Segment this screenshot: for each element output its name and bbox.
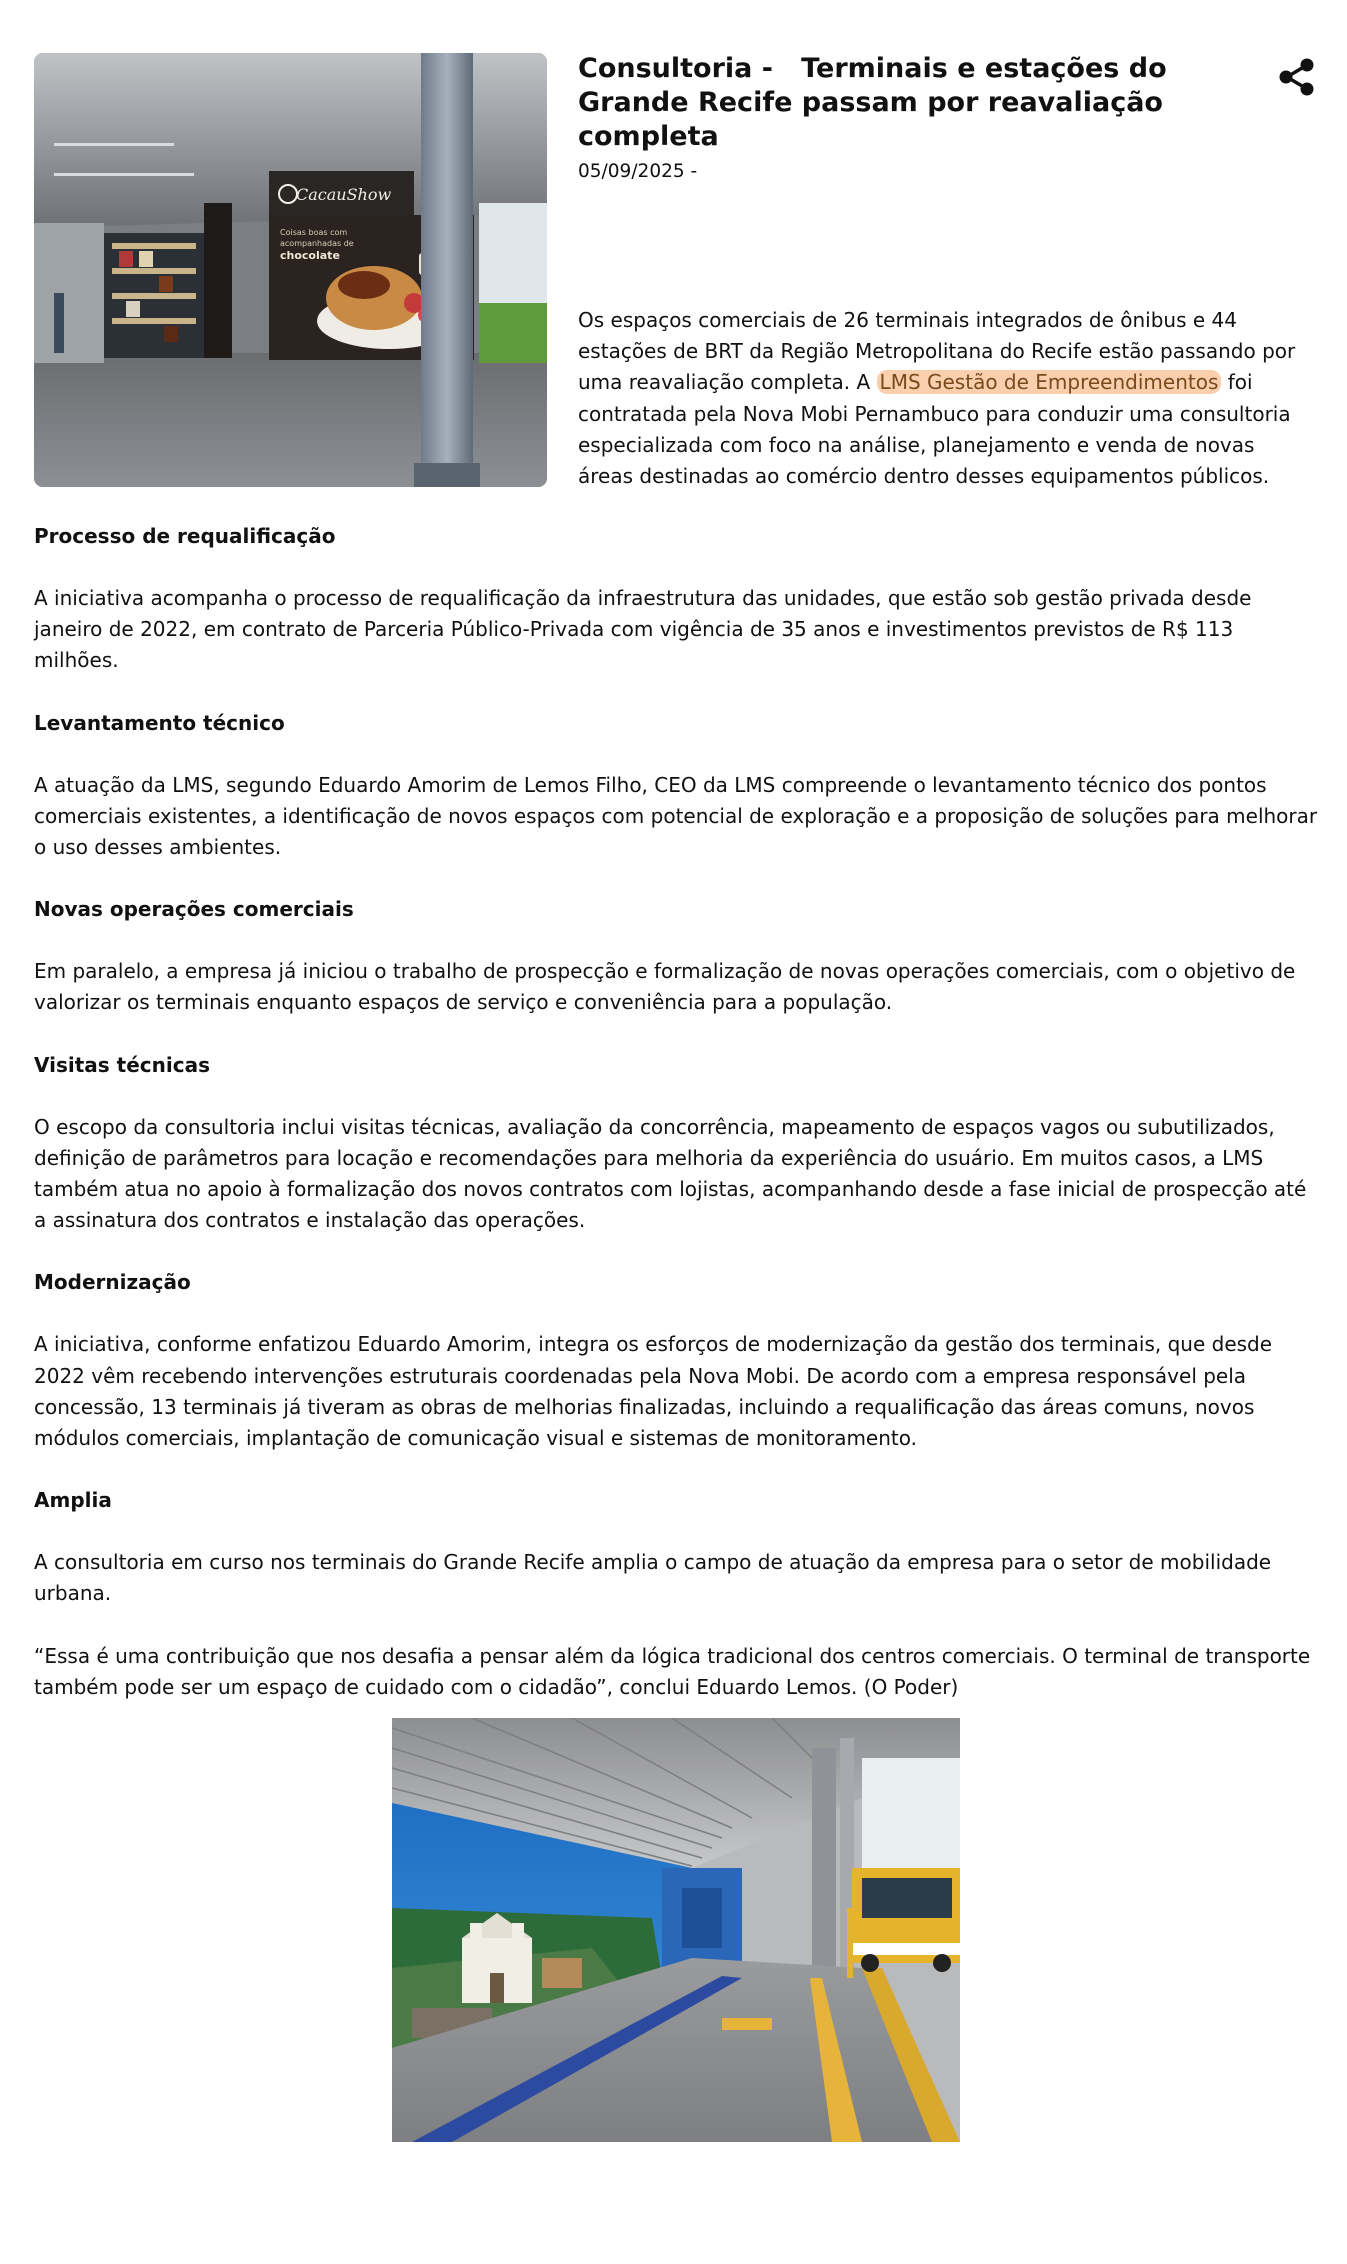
footer-image — [392, 1718, 960, 2142]
article-body — [34, 521, 1324, 1703]
section-heading: Visitas técnicas — [34, 1052, 210, 1077]
section-paragraph: A iniciativa, conforme enfatizou Eduardo Amorim, integra os esforços de modernização da gestão dos terminais, que desde 2022 vêm recebendo intervenções estruturais coordenadas pela Nova Mobi. De acordo com a empresa responsável pela concessão, 13 terminais já tiveram as obras de melhorias finalizadas, incluindo a requalificação das áreas comuns, novos módulos comerciais, implantação de comunicação visual e sistemas de monitoramento. — [34, 1332, 1273, 1451]
article-date: 05/09/2025 - — [578, 161, 698, 182]
lms-link-highlight[interactable]: LMS Gestão de Empreendimentos — [877, 370, 1222, 394]
section-paragraph: Em paralelo, a empresa já iniciou o trabalho de prospecção e formalização de novas operações comerciais, com o objetivo de valorizar os terminais enquanto espaços de serviço e conveniência para a população. — [34, 959, 1296, 1015]
section-heading: Novas operações comerciais — [34, 897, 354, 922]
section-paragraph: A atuação da LMS, segundo Eduardo Amorim de Lemos Filho, CEO da LMS compreende o levantamento técnico dos pontos comerciais existentes, a identificação de novos espaços com potencial de exploração e a proposição de soluções para melhorar o uso desses ambientes. — [34, 772, 1318, 860]
svg-text:Coisas boas com: Coisas boas com — [280, 228, 348, 237]
section-heading: Modernização — [34, 1270, 191, 1295]
section-paragraph: A consultoria em curso nos terminais do Grande Recife amplia o campo de atuação da empresa para o setor de mobilidade urbana. — [34, 1550, 1272, 1606]
section-paragraph: O escopo da consultoria inclui visitas técnicas, avaliação da concorrência, mapeamento de espaços vagos ou subutilizados, definição de parâmetros para locação e recomendações para melhoria da experiência do usuário. Em muitos casos, a LMS também atua no apoio à formalização dos novos contratos com lojistas, acompanhando desde a fase inicial de prospecção até a assinatura dos contratos e instalação das operações. — [34, 1114, 1307, 1233]
hero-image — [34, 53, 547, 487]
closing-quote: “Essa é uma contribuição que nos desafia a pensar além da lógica tradicional dos centros comerciais. O terminal de transporte também pode ser um espaço de cuidado com o cidadão”, conclui Eduardo Lemos. (O Poder) — [34, 1643, 1311, 1699]
section-heading: Processo de requalificação — [34, 524, 336, 548]
brt-station-photo — [392, 1718, 960, 2142]
section-paragraph: A iniciativa acompanha o processo de requalificação da infraestrutura das unidades, que estão sob gestão privada desde janeiro de 2022, em contrato de Parceria Público-Privada com vigência de 35 anos e investimentos previstos de R$ 113 milhões. — [34, 586, 1252, 673]
cacau-show-sign: CacauShow — [296, 185, 392, 204]
cacau-show-kiosk-photo — [34, 53, 547, 487]
section-heading: Amplia — [34, 1488, 112, 1513]
svg-text:acompanhadas de: acompanhadas de — [280, 239, 354, 248]
article-intro: Os espaços comerciais de 26 terminais integrados de ônibus e 44 estações de BRT da Região Metropolitana do Recife estão passando por uma reavaliação completa. A LMS Gestão de Empreendimentos foi contratada pela Nova Mobi Pernambuco para conduzir uma consultoria especializada com foco na análise, planejamento e venda de novas áreas destinadas ao comércio dentro desses equipamentos públicos. — [578, 308, 1296, 489]
share-button[interactable] — [1275, 55, 1319, 99]
article-title: Consultoria - Terminais e estações do Grande Recife passam por reavaliação completa — [578, 53, 1177, 152]
svg-text:chocolate: chocolate — [280, 249, 340, 262]
section-heading: Levantamento técnico — [34, 710, 285, 735]
share-icon — [1275, 55, 1319, 99]
